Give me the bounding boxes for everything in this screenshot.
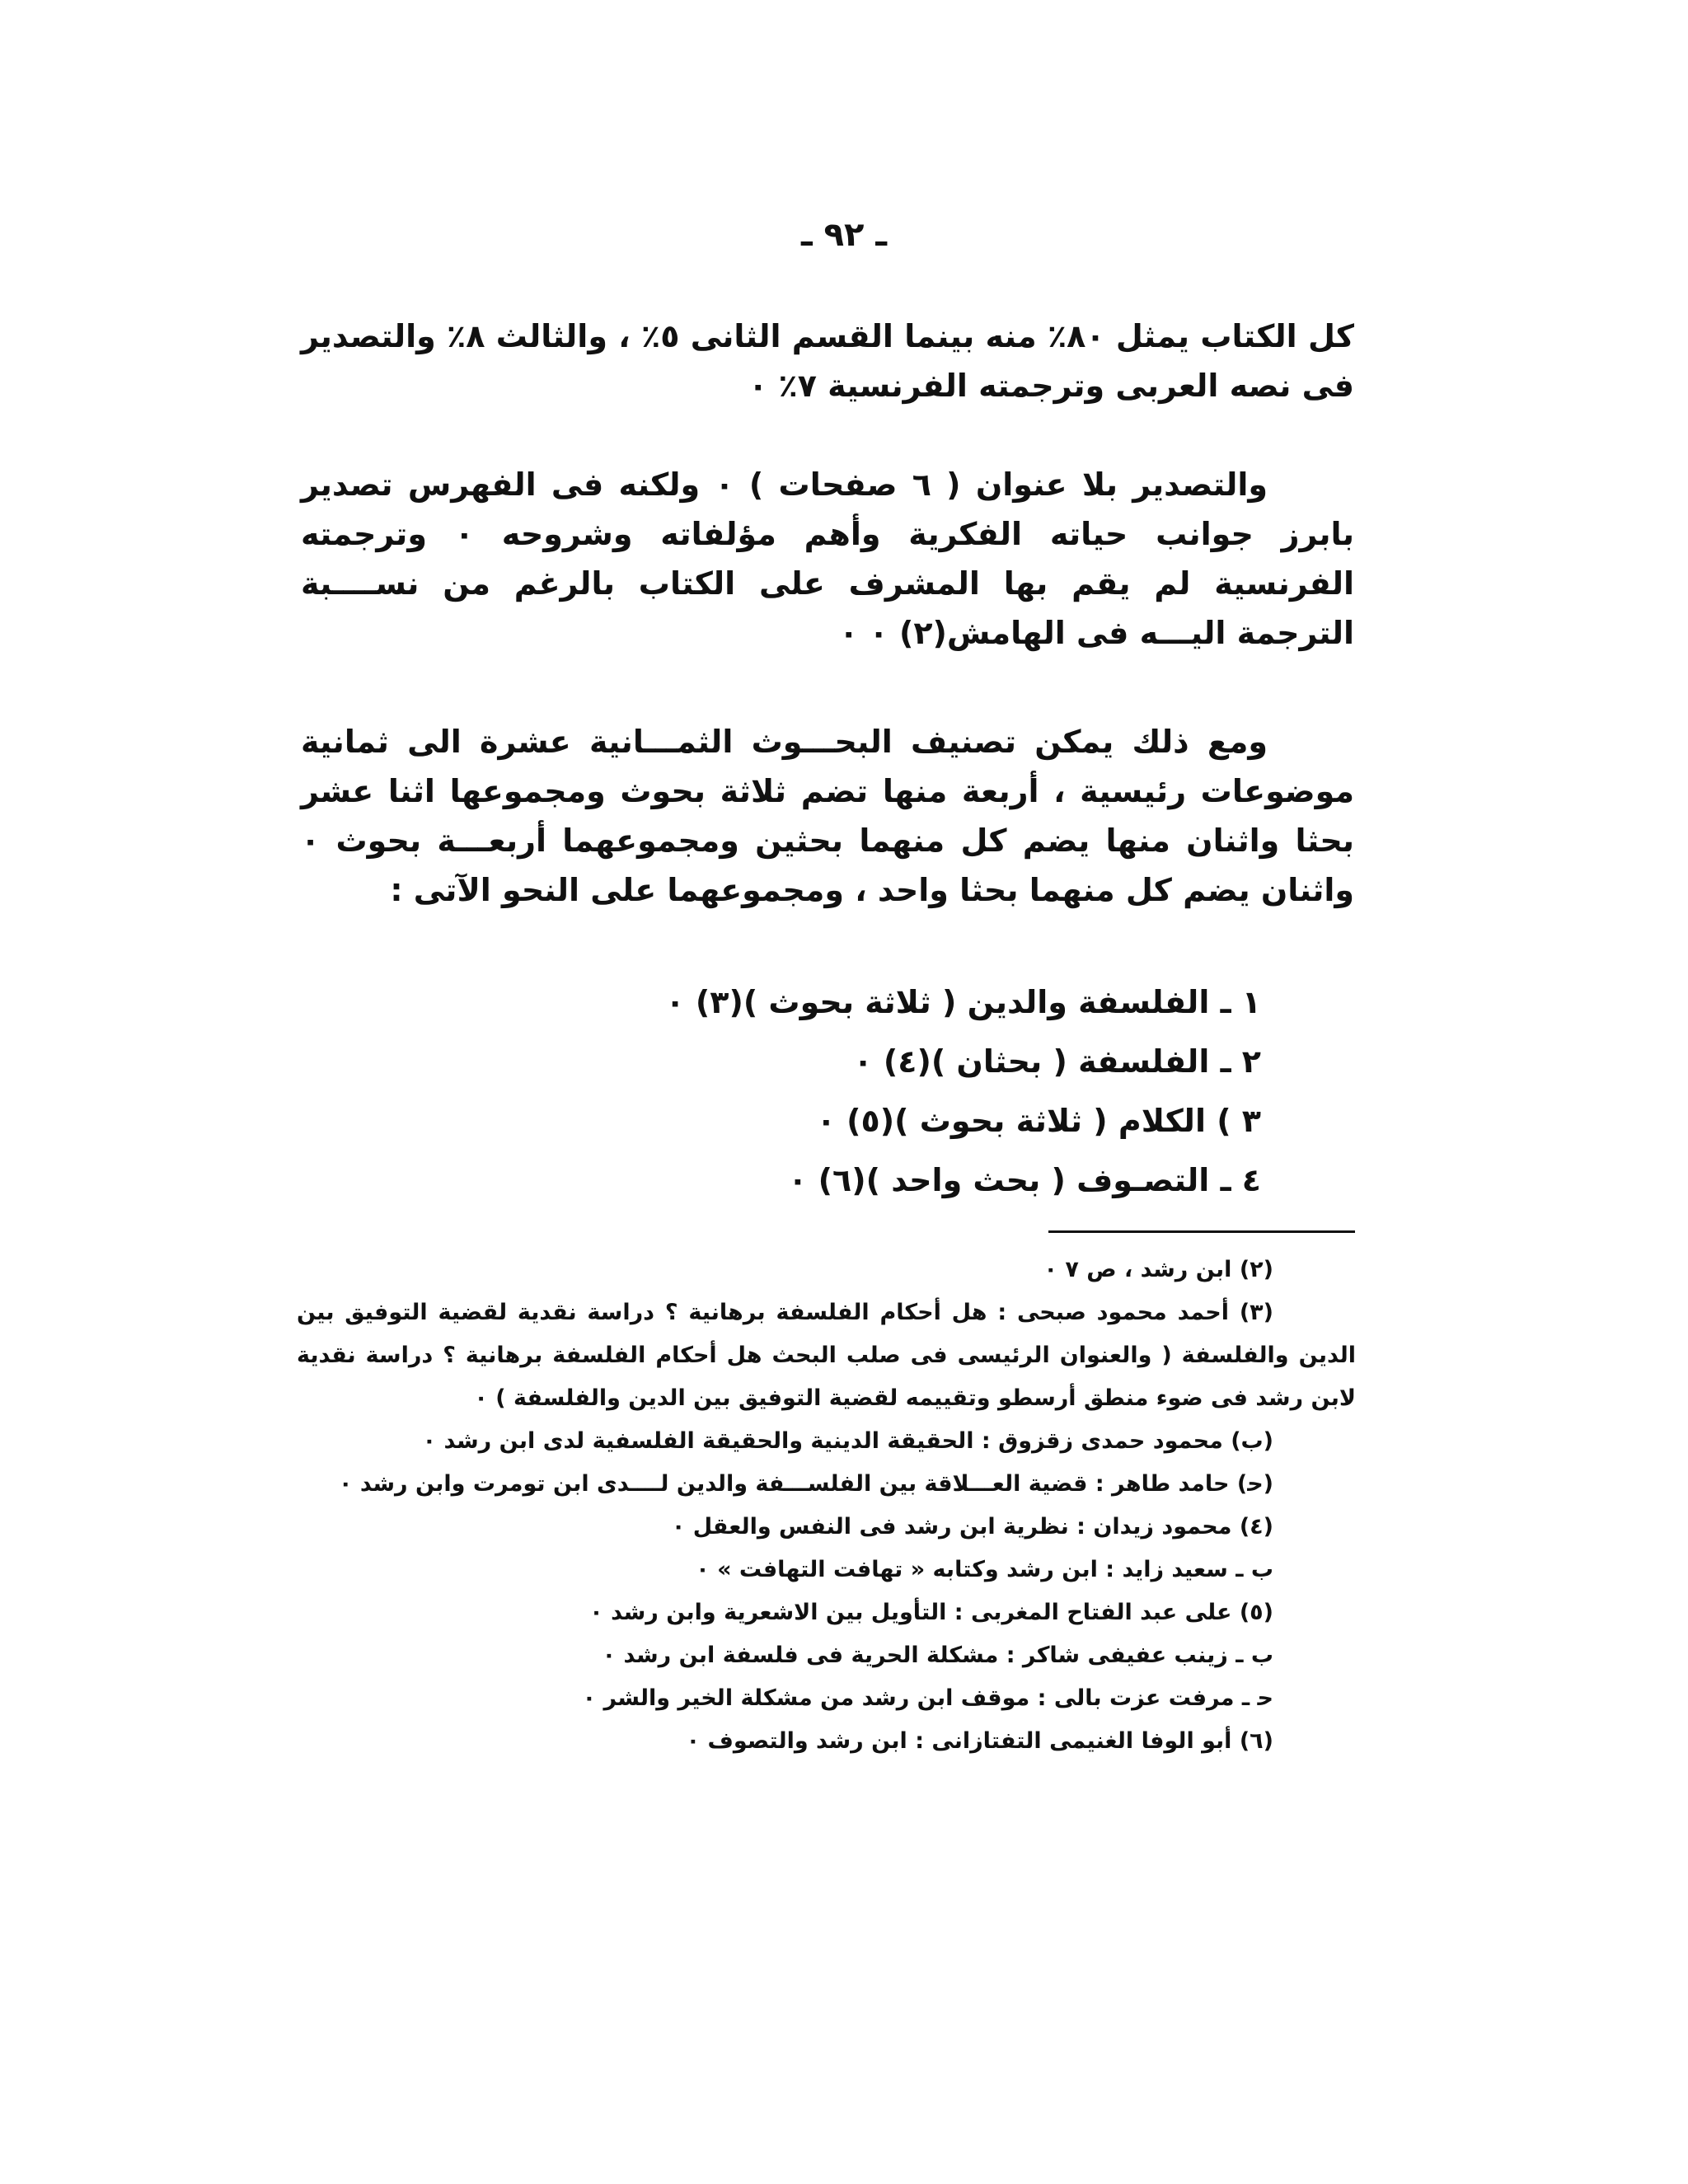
footnote: ب ـ سعيد زايد : ابن رشد وكتابه « تهافت التهافت » ٠ xyxy=(696,1557,1273,1582)
footnote: (٣) أحمد محمود صبحى : هل أحكام الفلسفة برهانية ؟ دراسة نقدية لقضية التوفيق بين الدين والفلسفة ( والعنوان الرئيسى فى صلب البحث هل أحكام الفلسفة برهانية ؟ دراسة نقدية لابن رشد فى ضوء منطق أرسطو وتقييمه لقضية التوفيق بين الدين والفلسفة ) ٠ xyxy=(297,1300,1356,1411)
footnote: (٢) ابن رشد ، ص ٧ ٠ xyxy=(1043,1257,1273,1282)
footnote-divider xyxy=(1048,1230,1355,1233)
list-item: ٣ ) الكلام ( ثلاثة بحوث )(٥) ٠ xyxy=(816,1103,1261,1139)
body-paragraph-3 xyxy=(301,717,1354,915)
footnote: (ﺣ) حامد طاهر : قضية العـــلاقة بين الفلســـفة والدين لــــدى ابن تومرت وابن رشد ٠ xyxy=(338,1471,1273,1497)
footnote: ب ـ زينب عفيفى شاكر : مشكلة الحرية فى فلسفة ابن رشد ٠ xyxy=(602,1643,1273,1668)
list-item: ٢ ـ الفلسفة ( بحثان )(٤) ٠ xyxy=(853,1043,1261,1080)
page-number: ـ ٩٢ ـ xyxy=(800,216,888,254)
topics-list xyxy=(577,972,1261,1210)
footnote: (ب) محمود حمدى زقزوق : الحقيقة الدينية والحقيقة الفلسفية لدى ابن رشد ٠ xyxy=(422,1428,1273,1454)
footnote: (٦) أبو الوفا الغنيمى التفتازانى : ابن رشد والتصوف ٠ xyxy=(686,1728,1273,1754)
footnote: ﺣ ـ مرفت عزت بالى : موقف ابن رشد من مشكلة الخير والشر ٠ xyxy=(582,1685,1273,1711)
list-item: ٤ ـ التصـوف ( بحث واحد )(٦) ٠ xyxy=(788,1162,1261,1198)
list-item: ١ ـ الفلسفة والدين ( ثلاثة بحوث )(٣) ٠ xyxy=(665,984,1261,1020)
footnotes xyxy=(297,1249,1356,1763)
paragraph-text: ومع ذلك يمكن تصنيف البحـــوث الثمـــانية عشرة الى ثمانية موضوعات رئيسية ، أربعة منها تضم ثلاثة بحوث ومجموعها اثنا عشر بحثا واثنان منها يضم كل منهما بحثين ومجموعهما أربعـــة بحوث ٠ واثنان يضم كل منهما بحثا واحد ، ومجموعهما على النحو الآتى : xyxy=(301,724,1354,908)
body-paragraph-2 xyxy=(301,460,1354,658)
footnote: (٤) محمود زيدان : نظرية ابن رشد فى النفس والعقل ٠ xyxy=(671,1514,1273,1540)
body-paragraph-1 xyxy=(301,312,1354,410)
paragraph-text: والتصدير بلا عنوان ( ٦ صفحات ) ٠ ولكنه فى الفهرس تصدير بابرز جوانب حياته الفكرية وأهم مؤلفاته وشروحه ٠ وترجمته الفرنسية لم يقم بها المشرف على الكتاب بالرغم من نســــبة الترجمة اليـــه فى الهامش(٢) ٠ ٠ xyxy=(301,466,1354,651)
paragraph-text: كل الكتاب يمثل ٨٠٪ منه بينما القسم الثانى ٥٪ ، والثالث ٨٪ والتصدير فى نصه العربى وترجمته الفرنسية ٧٪ ٠ xyxy=(301,318,1354,404)
footnote: (٥) على عبد الفتاح المغربى : التأويل بين الاشعرية وابن رشد ٠ xyxy=(589,1600,1273,1625)
